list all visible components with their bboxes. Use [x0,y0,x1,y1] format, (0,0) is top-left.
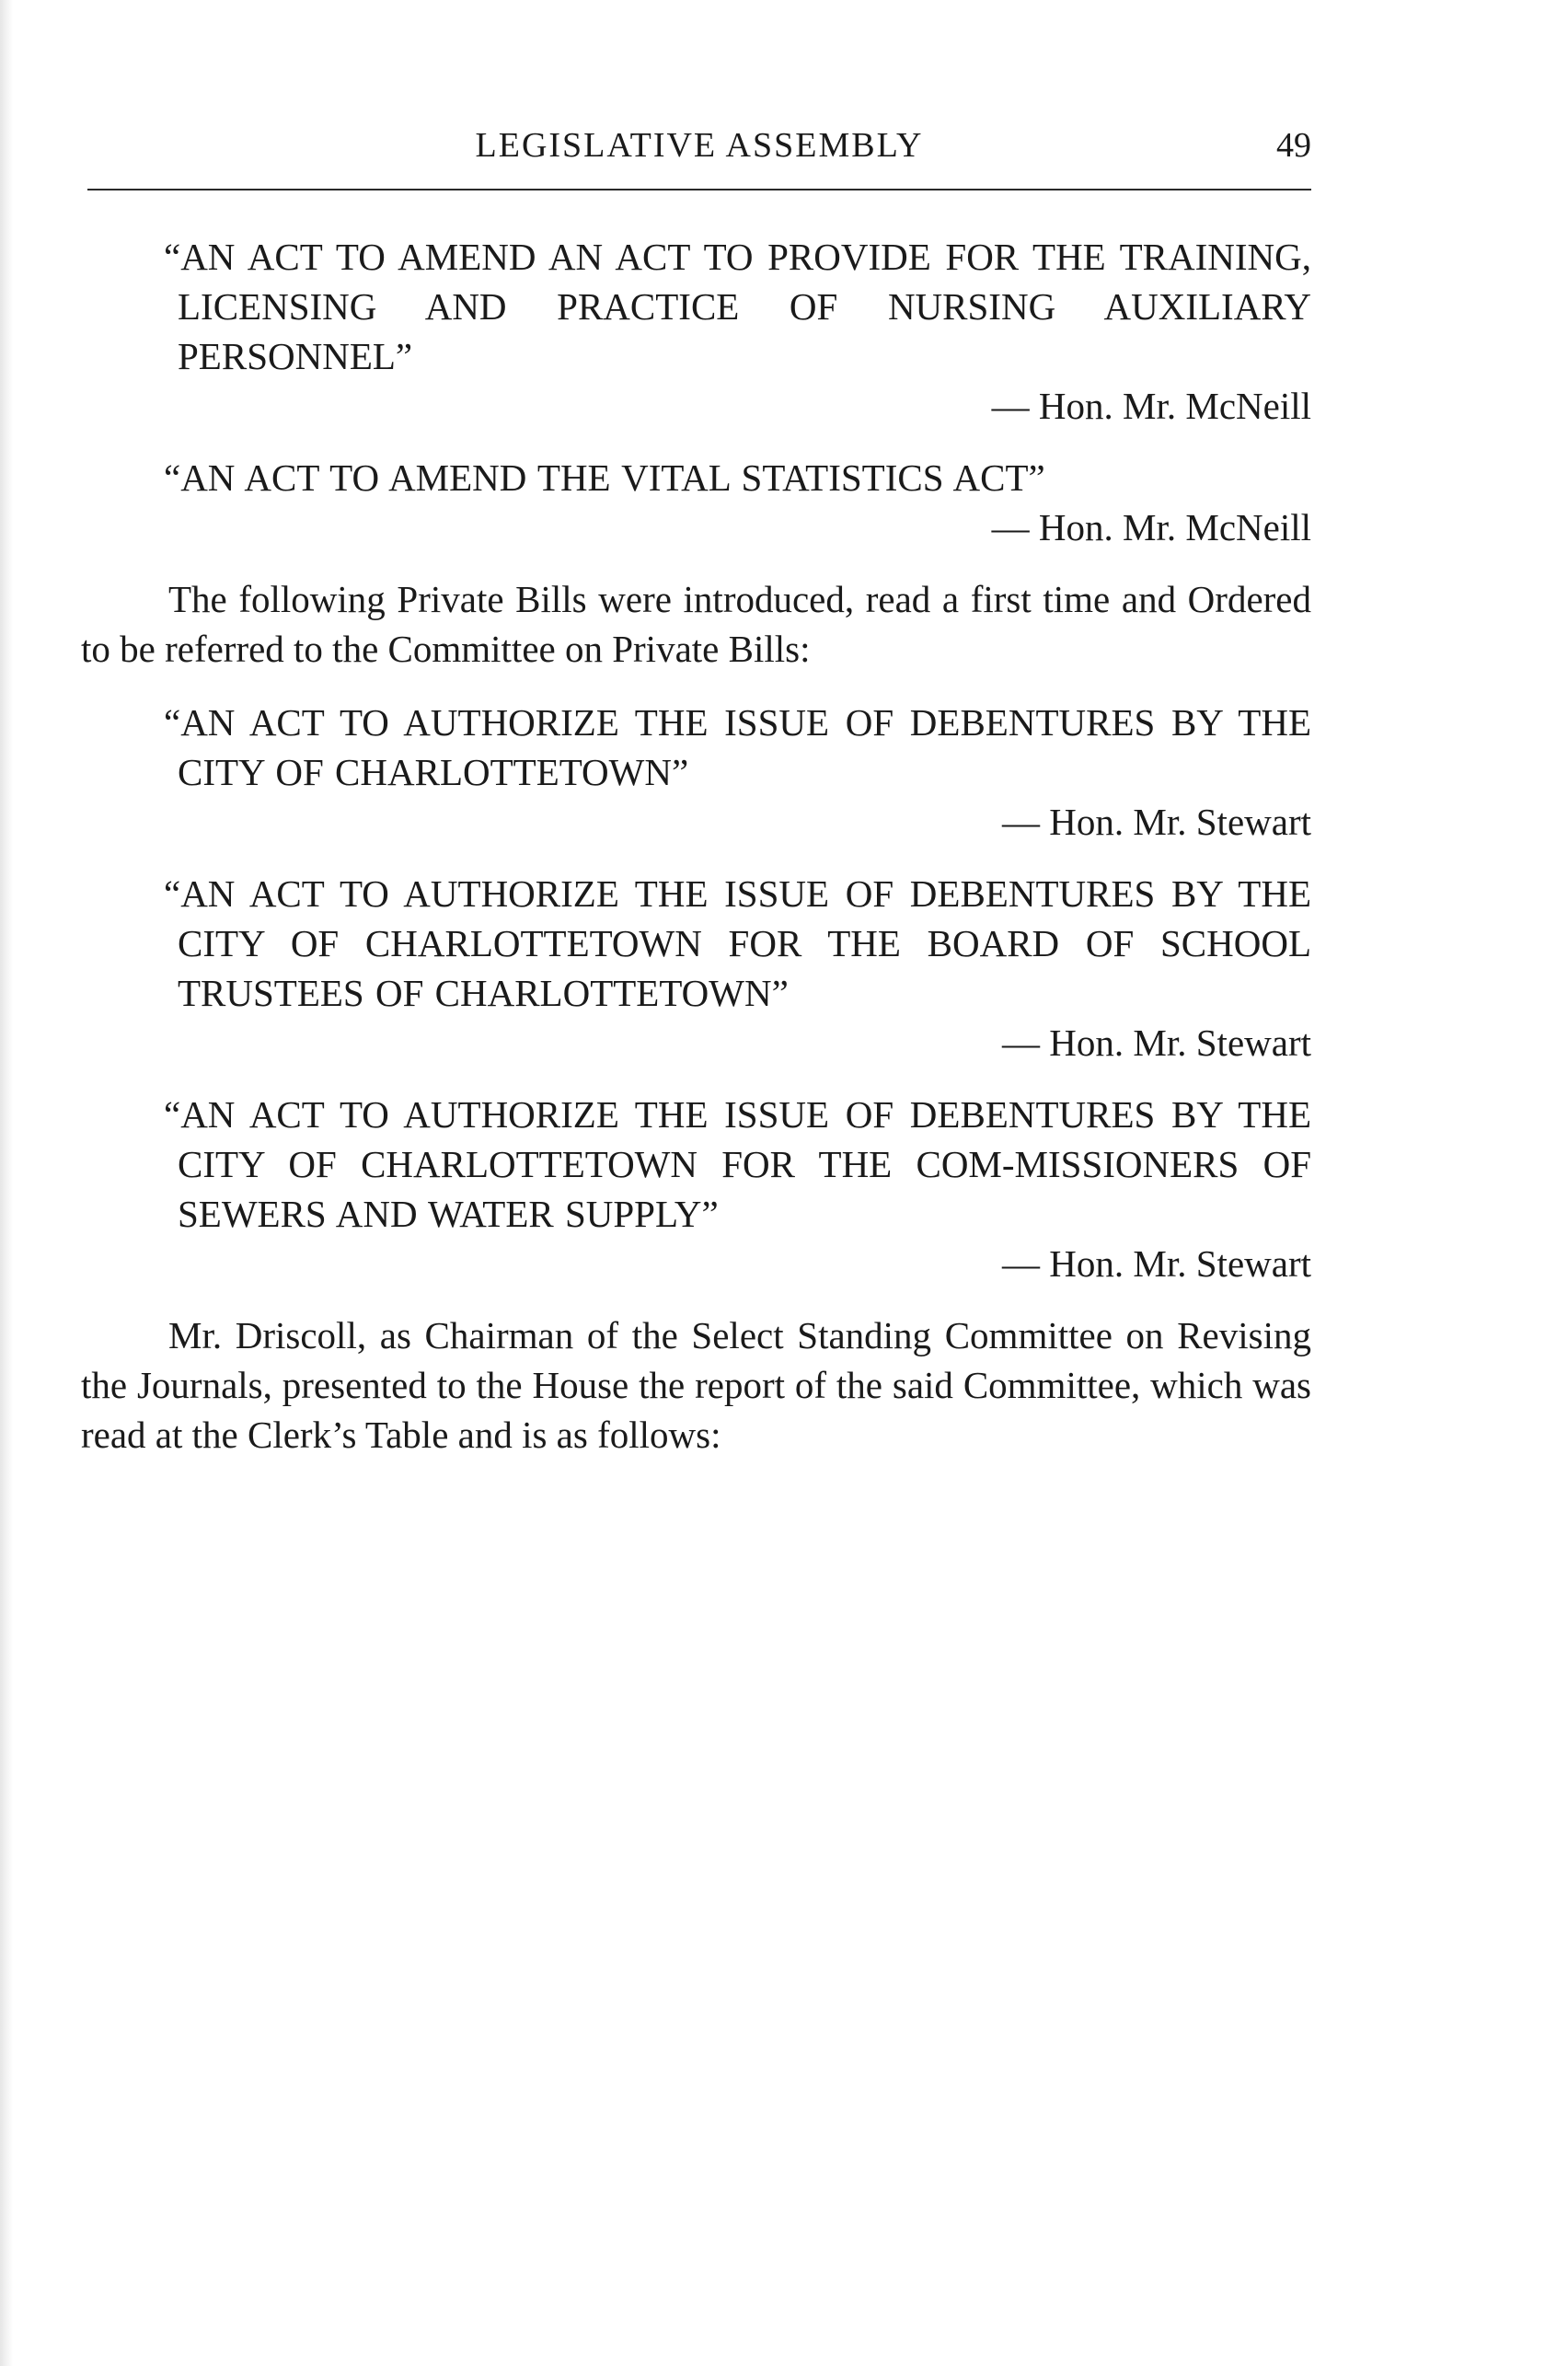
bill-title: “AN ACT TO AUTHORIZE THE ISSUE OF DEBENTURES BY THE CITY OF CHARLOTTETOWN” [164,701,1311,793]
committee-report-intro: Mr. Driscoll, as Chairman of the Select Standing Committee on Revising the Journals, presented to the House the report of the said Committee, which was read at the Clerk’s Table and is as follows: [81,1314,1311,1456]
page-number: 49 [1276,126,1311,165]
bill-entry [81,869,1311,1068]
bill-sponsor: — Hon. Mr. McNeill [991,385,1311,427]
page-header [87,121,1311,177]
page-edge-shadow [0,0,13,2366]
bill-sponsor: — Hon. Mr. Stewart [1002,1242,1311,1285]
bill-title: “AN ACT TO AUTHORIZE THE ISSUE OF DEBENTURES BY THE CITY OF CHARLOTTETOWN FOR THE BOARD OF SCHOOL TRUSTEES OF CHARLOTTETOWN” [164,872,1311,1014]
header-rule [87,189,1311,190]
bill-title: “AN ACT TO AUTHORIZE THE ISSUE OF DEBENTURES BY THE CITY OF CHARLOTTETOWN FOR THE COM-MISSIONERS OF SEWERS AND WATER SUPPLY” [164,1093,1311,1235]
bill-title: “AN ACT TO AMEND THE VITAL STATISTICS ACT” [164,456,1045,499]
bill-entry [81,232,1311,431]
bill-sponsor: — Hon. Mr. Stewart [1002,1021,1311,1064]
bill-entry [81,698,1311,847]
bill-entry [81,453,1311,552]
private-bills-intro: The following Private Bills were introduced, read a first time and Ordered to be referred to the Committee on Private Bills: [81,578,1311,670]
bill-sponsor: — Hon. Mr. McNeill [991,506,1311,548]
running-title: LEGISLATIVE ASSEMBLY [475,126,924,165]
bill-title: “AN ACT TO AMEND AN ACT TO PROVIDE FOR THE TRAINING, LICENSING AND PRACTICE OF NURSING AUXILIARY PERSONNEL” [164,236,1311,377]
bill-sponsor: — Hon. Mr. Stewart [1002,801,1311,843]
bill-entry [81,1090,1311,1288]
page-body [81,232,1311,1483]
